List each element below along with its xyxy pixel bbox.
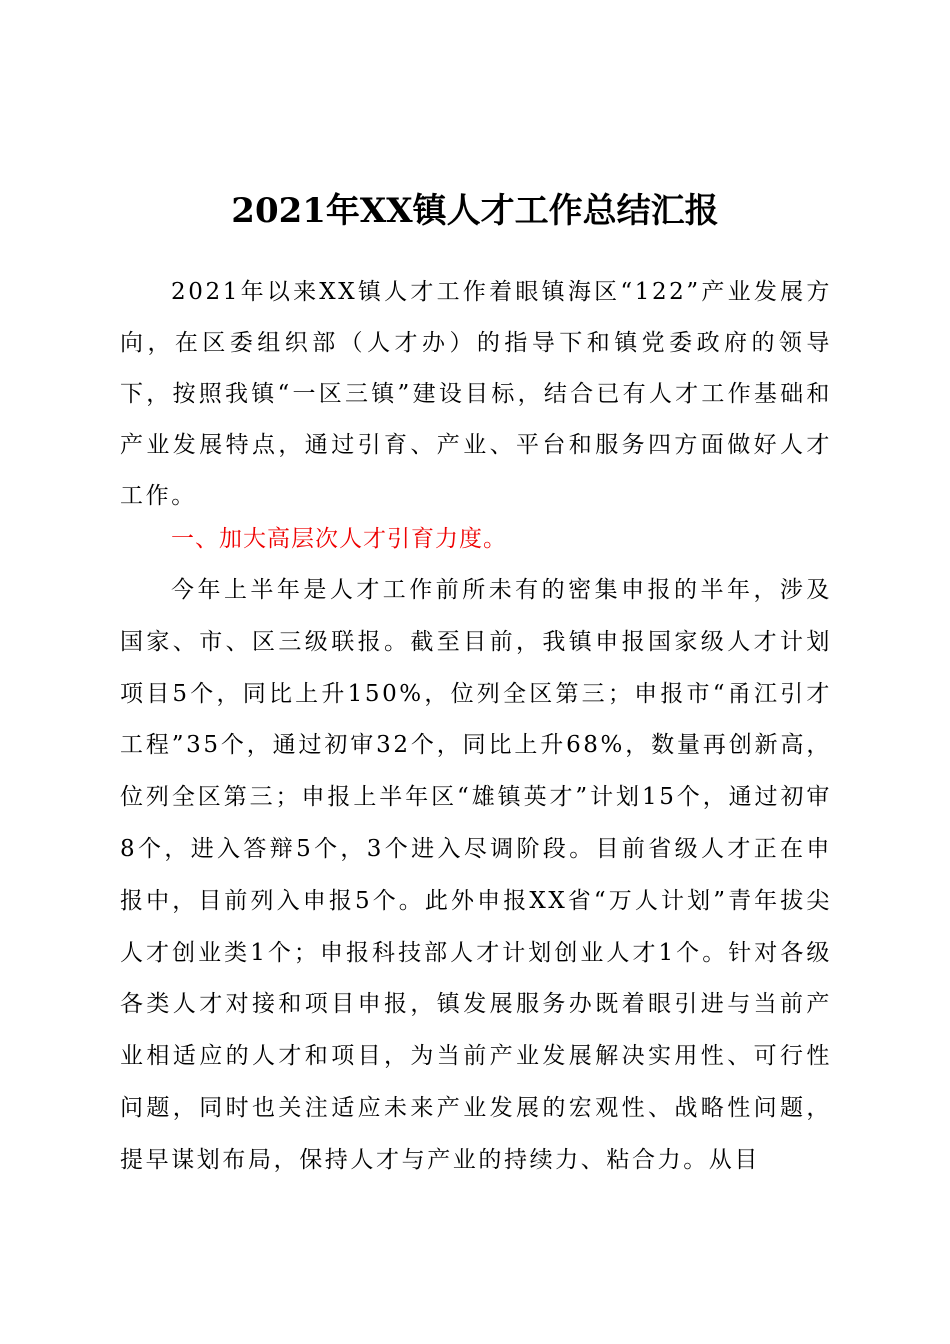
section-body-paragraph: 今年上半年是人才工作前所未有的密集申报的半年，涉及国家、市、区三级联报。截至目前，我镇申报国家级人才计划项目5个，同比上升150%，位列全区第三；申报市“甬江引才工程”35个，通过初审32个，同比上升68%，数量再创新高，位列全区第三；申报上半年区“雄镇英才”计划15个，通过初审8个，进入答辩5个，3个进入尽调阶段。目前省级人才正在申报中，目前列入申报5个。此外申报XX省“万人计划”青年拔尖人才创业类1个；申报科技部人才计划创业人才1个。针对各级各类人才对接和项目申报，镇发展服务办既着眼引进与当前产业相适应的人才和项目，为当前产业发展解决实用性、可行性问题，同时也关注适应未来产业发展的宏观性、战略性问题，提早谋划布局，保持人才与产业的持续力、粘合力。从目 — [120, 577, 832, 1173]
section-heading: 一、加大高层次人才引育力度。 — [171, 526, 507, 552]
document-title: 2021年XX镇人才工作总结汇报 — [231, 191, 719, 231]
intro-paragraph: 2021年以来XX镇人才工作着眼镇海区“122”产业发展方向，在区委组织部（人才办）的指导下和镇党委政府的领导下，按照我镇“一区三镇”建设目标，结合已有人才工作基础和产业发展特点，通过引育、产业、平台和服务四方面做好人才工作。 — [120, 279, 832, 509]
